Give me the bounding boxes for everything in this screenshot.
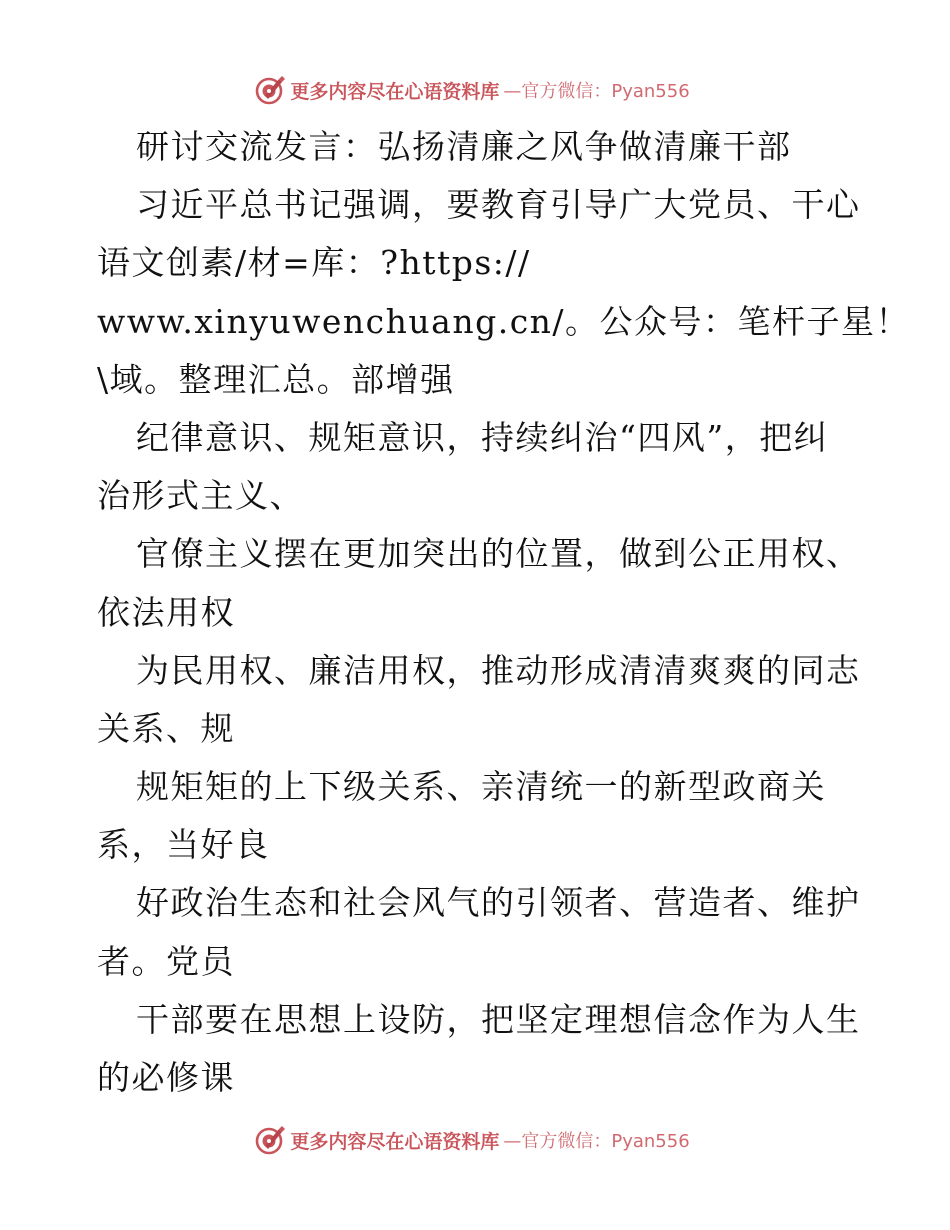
paragraph-line: 规矩矩的上下级关系、亲清统一的新型政商关 xyxy=(136,767,826,807)
footer-banner-wechat: —官方微信：Pyan556 xyxy=(503,1131,690,1152)
document-title: 研讨交流发言：弘扬清廉之风争做清廉干部 xyxy=(136,127,792,166)
footer-banner xyxy=(0,1120,950,1160)
paragraph-line: 好政治生态和社会风气的引领者、营造者、维护 xyxy=(136,883,861,923)
paragraph-line: 者。党员 xyxy=(97,941,235,981)
header-banner xyxy=(0,70,950,110)
paragraph-line: 关系、规 xyxy=(97,708,235,748)
header-banner-content xyxy=(254,74,689,106)
paragraph-line: 治形式主义、 xyxy=(97,476,304,516)
pen-logo-icon xyxy=(254,74,286,106)
header-banner-wechat: —官方微信：Pyan556 xyxy=(503,81,690,102)
paragraph-line: www.xinyuwenchuang.cn/。公众号：笔杆子星！ xyxy=(97,301,911,341)
paragraph-line: 习近平总书记强调，要教育引导广大党员、干心 xyxy=(136,185,861,225)
paragraph-line: 为民用权、廉洁用权，推动形成清清爽爽的同志 xyxy=(136,650,861,690)
footer-banner-title: 更多内容尽在心语资料库 xyxy=(290,1130,500,1153)
paragraph-line: 的必修课 xyxy=(97,1058,235,1097)
paragraph-line: 官僚主义摆在更加突出的位置，做到公正用权、 xyxy=(136,534,861,574)
document-body xyxy=(97,118,911,1107)
paragraph-line: 干部要在思想上设防，把坚定理想信念作为人生 xyxy=(136,999,861,1039)
paragraph-line: 语文创素/材=库：?https:// xyxy=(97,243,531,283)
paragraph-line: 依法用权 xyxy=(97,592,235,632)
paragraph-line: 纪律意识、规矩意识，持续纠治“四风”，把纠 xyxy=(136,417,829,457)
paragraph-line: 系，当好良 xyxy=(97,825,270,865)
header-banner-title: 更多内容尽在心语资料库 xyxy=(290,80,500,103)
paragraph-line: \域。整理汇总。部增强 xyxy=(97,359,455,399)
footer-banner-content xyxy=(254,1124,689,1156)
pen-logo-icon xyxy=(254,1124,286,1156)
